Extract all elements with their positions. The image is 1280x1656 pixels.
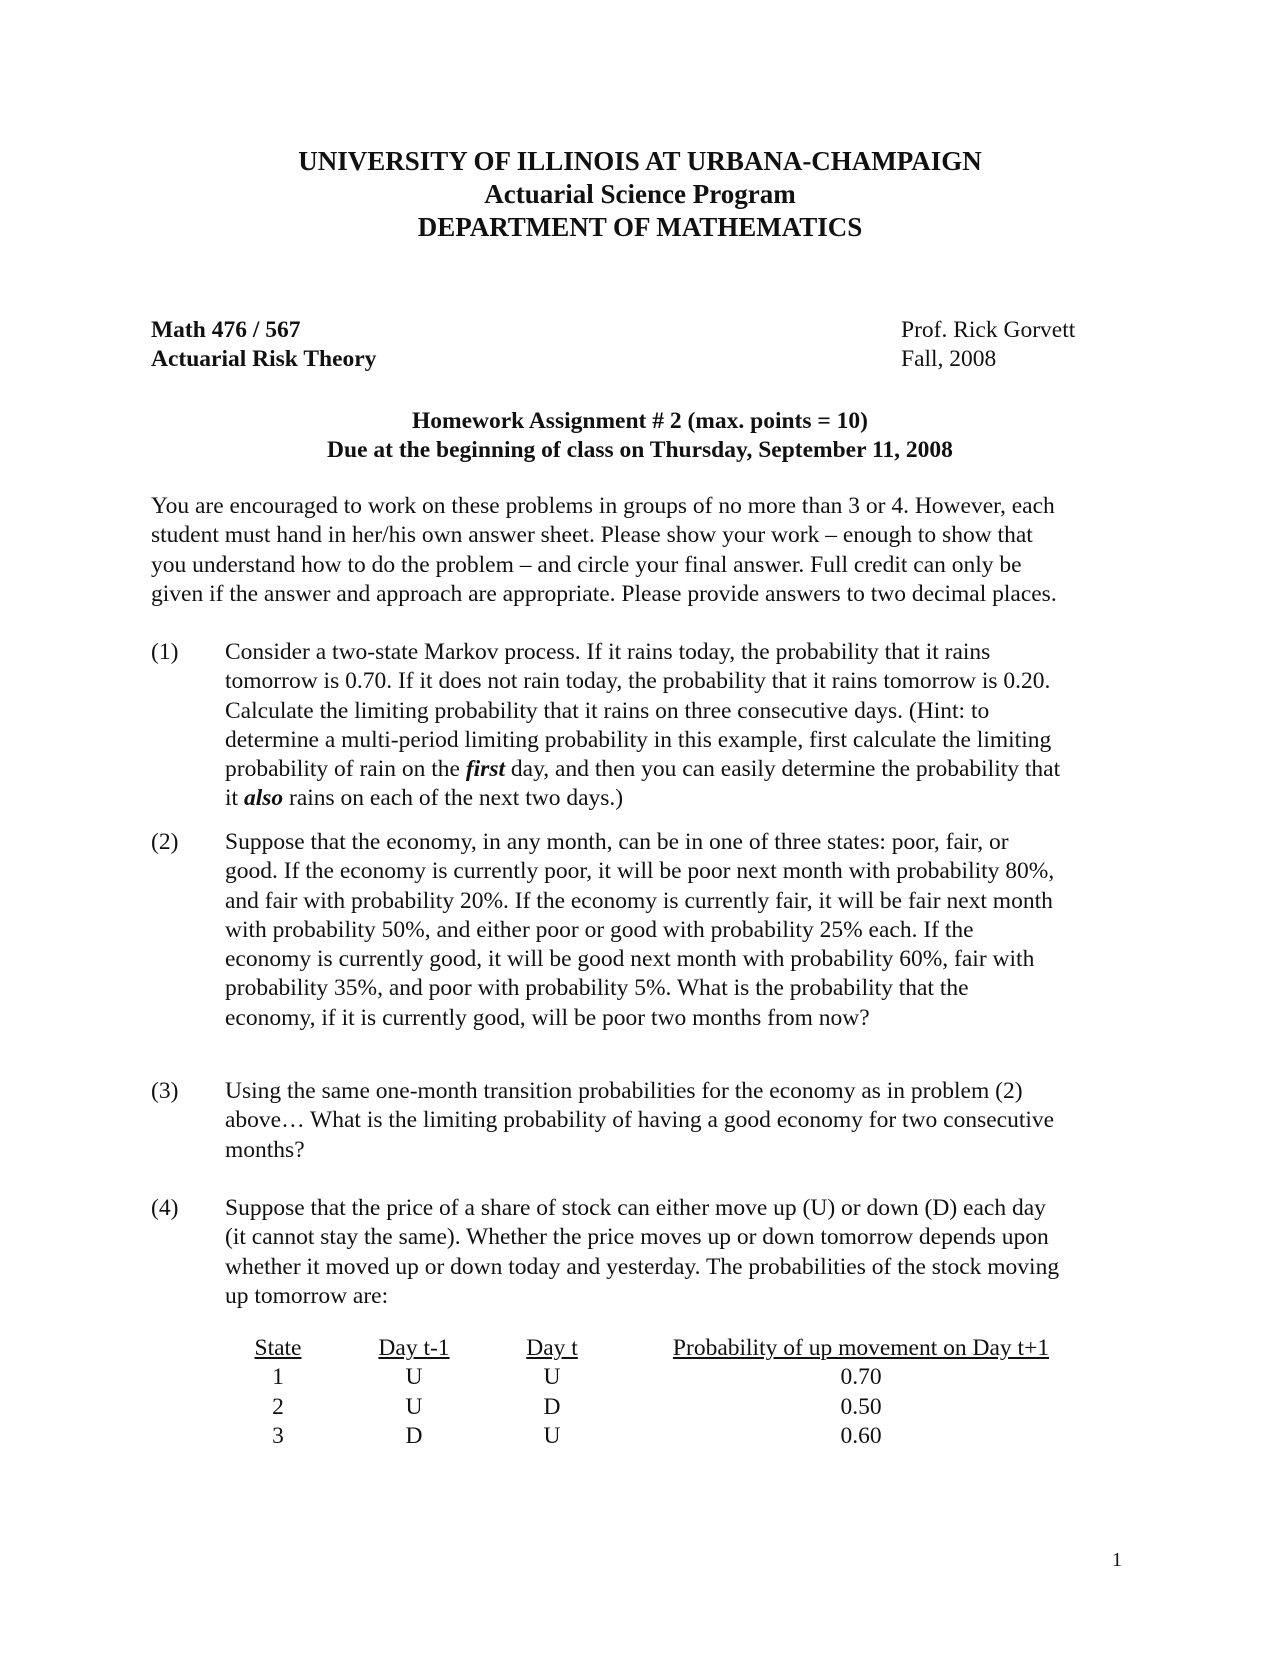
- table-cell: D: [543, 1393, 561, 1420]
- table-cell: 1: [272, 1364, 284, 1391]
- term: Fall, 2008: [901, 346, 997, 372]
- table-column-probability: [656, 1334, 1066, 1451]
- problem-1: [151, 638, 1141, 814]
- table-cell: 2: [272, 1393, 284, 1420]
- problem-line: with probability 50%, and either poor or good with probability 25% each. If the: [225, 916, 974, 943]
- problem-number: (2): [151, 829, 179, 855]
- table-cell: U: [405, 1393, 423, 1420]
- problem-line: and fair with probability 20%. If the economy is currently fair, it will be fair next month: [225, 887, 1053, 914]
- problem-number: (3): [151, 1078, 179, 1104]
- problem-line: economy, if it is currently good, will be poor two months from now?: [225, 1004, 870, 1031]
- table-cell: 0.60: [840, 1422, 882, 1449]
- problem-line: good. If the economy is currently poor, it will be poor next month with probability 80%,: [225, 858, 1055, 885]
- table-cell: 0.50: [840, 1393, 882, 1420]
- problem-line: determine a multi-period limiting probability in this example, first calculate the limiting: [225, 726, 1052, 753]
- problem-line: it also rains on each of the next two days.): [225, 785, 624, 812]
- course-title: Actuarial Risk Theory: [151, 346, 377, 372]
- table-header: State: [254, 1335, 302, 1361]
- table-column-day-t: [507, 1334, 597, 1451]
- table-cell: D: [405, 1422, 423, 1449]
- problem-line: Using the same one-month transition probabilities for the economy as in problem (2): [225, 1078, 1023, 1104]
- table-cell: U: [543, 1422, 561, 1449]
- table-cell: 0.70: [840, 1364, 882, 1391]
- problem-line: tomorrow is 0.70. If it does not rain today, the probability that it rains tomorrow is 0.20.: [225, 668, 1051, 695]
- table-header: Probability of up movement on Day t+1: [672, 1335, 1050, 1361]
- problem-line: probability of rain on the first day, and then you can easily determine the probability that: [225, 756, 1061, 783]
- problem-line: Suppose that the price of a share of stock can either move up (U) or down (D) each day: [225, 1195, 1046, 1221]
- program-name: Actuarial Science Program: [484, 179, 796, 209]
- course-info: [151, 316, 376, 374]
- assignment-heading: [0, 407, 1280, 465]
- problem-line: Consider a two-state Markov process. If it rains today, the probability that it rains: [225, 639, 991, 665]
- professor-name: Prof. Rick Gorvett: [901, 317, 1076, 343]
- course-number: Math 476 / 567: [151, 317, 301, 343]
- problem-number: (4): [151, 1195, 179, 1221]
- department-name: DEPARTMENT OF MATHEMATICS: [417, 212, 863, 242]
- problem-line: up tomorrow are:: [225, 1282, 389, 1309]
- intro-line: you understand how to do the problem – and circle your final answer. Full credit can only be: [151, 551, 1022, 578]
- problem-line: economy is currently good, it will be good next month with probability 60%, fair with: [225, 946, 1035, 973]
- problem-line: whether it moved up or down today and yesterday. The probabilities of the stock moving: [225, 1253, 1060, 1280]
- page-number: 1: [1112, 1549, 1122, 1571]
- instructions-paragraph: [151, 492, 1131, 609]
- university-name: UNIVERSITY OF ILLINOIS AT URBANA-CHAMPAIGN: [298, 146, 982, 176]
- problem-line: (it cannot stay the same). Whether the price moves up or down tomorrow depends upon: [225, 1224, 1049, 1251]
- problem-line: Suppose that the economy, in any month, can be in one of three states: poor, fair, or: [225, 829, 1009, 855]
- problem-4: [151, 1194, 1141, 1311]
- emphasis-also: also: [243, 785, 284, 812]
- problem-line: months?: [225, 1136, 305, 1163]
- emphasis-first: first: [465, 756, 506, 783]
- table-header: Day t: [526, 1335, 578, 1361]
- instructor-info: [901, 316, 1075, 374]
- problem-2: [151, 828, 1141, 1033]
- table-column-state: [233, 1334, 323, 1451]
- table-cell: 3: [272, 1422, 284, 1449]
- problem-3: [151, 1077, 1141, 1165]
- table-column-day-t-1: [359, 1334, 469, 1451]
- problem-line: Calculate the limiting probability that it rains on three consecutive days. (Hint: to: [225, 697, 990, 724]
- problem-number: (1): [151, 639, 179, 665]
- table-cell: U: [543, 1364, 561, 1391]
- problem-line: probability 35%, and poor with probability 5%. What is the probability that the: [225, 975, 969, 1002]
- table-header: Day t-1: [378, 1335, 450, 1361]
- assignment-title: Homework Assignment # 2 (max. points = 10): [412, 408, 868, 434]
- intro-line: student must hand in her/his own answer sheet. Please show your work – enough to show that: [151, 522, 1033, 549]
- due-date: Due at the beginning of class on Thursday, September 11, 2008: [327, 437, 953, 463]
- document-header: [0, 145, 1280, 244]
- problem-line: above… What is the limiting probability of having a good economy for two consecutive: [225, 1107, 1055, 1134]
- intro-line: You are encouraged to work on these problems in groups of no more than 3 or 4. However, each: [151, 493, 1055, 519]
- table-cell: U: [405, 1364, 423, 1391]
- intro-line: given if the answer and approach are appropriate. Please provide answers to two decimal places.: [151, 580, 1057, 607]
